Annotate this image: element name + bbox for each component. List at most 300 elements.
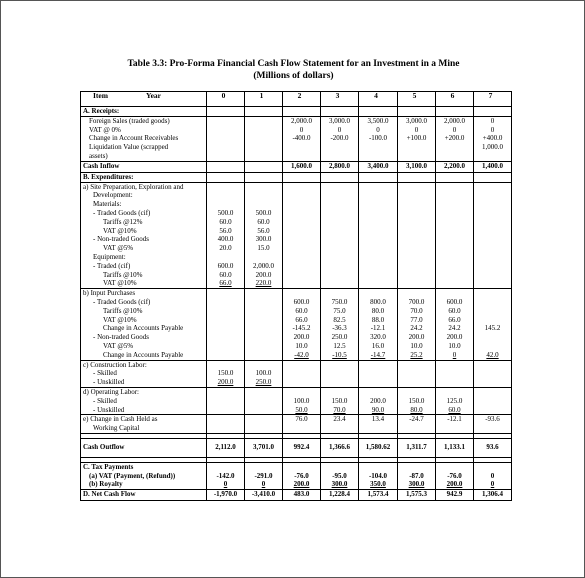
cash-inflow-y0 xyxy=(207,161,245,172)
cell-line: 1,575.3 xyxy=(406,490,427,499)
cash-outflow-row xyxy=(81,438,512,457)
cell-line: 60.0 xyxy=(448,306,461,315)
cell-line xyxy=(323,289,356,298)
cell-line: Materials: xyxy=(93,200,122,209)
cell-line: 220.0 xyxy=(255,279,272,288)
cell-line: 200.0 xyxy=(446,333,463,342)
cash-outflow-label: Cash Outflow xyxy=(81,438,207,457)
empty-cell xyxy=(474,107,512,117)
net-cash-flow-y2 xyxy=(283,490,321,501)
cell-line: -400.0 xyxy=(292,134,311,143)
cell-line: 3,000.0 xyxy=(406,116,427,125)
cell-line: 12.5 xyxy=(333,341,346,350)
net-cash-flow-y5 xyxy=(398,490,436,501)
cell-line xyxy=(285,361,318,370)
cell-line: 2,000.0 xyxy=(444,116,465,125)
header-year-1: 1 xyxy=(245,92,283,107)
cell-line xyxy=(323,463,356,472)
site-prep-y1 xyxy=(245,182,283,289)
cell-line xyxy=(323,388,356,397)
cell-line: -3,410.0 xyxy=(251,490,276,499)
header-item-year xyxy=(81,92,207,107)
construction-labor-labels xyxy=(81,360,207,387)
input-purchases-row xyxy=(81,289,512,360)
header-year-6: 6 xyxy=(436,92,474,107)
cell-line xyxy=(476,298,509,307)
receipts-row xyxy=(81,116,512,161)
cell-line xyxy=(476,463,509,472)
cell-line: (b) Royalty xyxy=(89,480,123,489)
table-body xyxy=(81,92,512,501)
input-purchases-y1 xyxy=(245,289,283,360)
cell-line: -24.7 xyxy=(409,415,424,424)
cell-line: 200.0 xyxy=(446,480,463,489)
header-item: Item xyxy=(93,91,108,100)
cell-line: 0 xyxy=(223,480,228,489)
cell-line: 350.0 xyxy=(370,480,386,489)
empty-cell xyxy=(359,172,398,182)
header-year-7: 7 xyxy=(474,92,512,107)
cell-line: 3,400.0 xyxy=(367,161,389,170)
cell-line xyxy=(209,361,242,370)
cell-line: -104.0 xyxy=(368,471,388,480)
cell-line: 0 xyxy=(490,471,495,480)
cell-line: 150.0 xyxy=(217,369,234,378)
site-prep-y6 xyxy=(436,182,474,289)
cell-line: 25.2 xyxy=(410,350,423,359)
cell-line: +400.0 xyxy=(482,134,503,143)
cell-line: 93.6 xyxy=(486,443,499,452)
cell-line xyxy=(247,200,280,209)
cell-line: 66.0 xyxy=(295,315,308,324)
input-purchases-y0 xyxy=(207,289,245,360)
empty-cell xyxy=(245,172,283,182)
cell-line: 70.0 xyxy=(333,405,346,414)
cash-held-y1 xyxy=(245,415,283,434)
cell-line xyxy=(476,361,509,370)
empty-cell xyxy=(321,107,359,117)
cell-line: VAT @5% xyxy=(103,341,134,350)
header-year-3: 3 xyxy=(321,92,359,107)
cell-line xyxy=(400,388,433,397)
receipts-y0 xyxy=(207,116,245,161)
cell-line: 90.0 xyxy=(371,405,385,414)
cell-line: 0 xyxy=(490,125,495,134)
cash-held-y0 xyxy=(207,415,245,434)
cell-line: - Unskilled xyxy=(93,405,125,414)
cell-line: - Non-traded Goods xyxy=(93,333,149,342)
cash-held-y3 xyxy=(321,415,359,434)
receipts-heading-row xyxy=(81,107,512,117)
cell-line: 75.0 xyxy=(333,306,346,315)
operating-labor-y1 xyxy=(245,387,283,414)
cell-line: 750.0 xyxy=(331,297,348,306)
cell-line: 50.0 xyxy=(295,405,308,414)
cell-line: -42.0 xyxy=(294,350,309,359)
cell-line: -291.0 xyxy=(254,471,273,480)
tax-y4 xyxy=(359,462,398,489)
cell-line: Change in Accounts Payable xyxy=(103,350,184,359)
cell-line: 77.0 xyxy=(410,315,423,324)
cell-line: -145.2 xyxy=(292,324,311,333)
cell-line: c) Construction Labor: xyxy=(83,360,147,369)
cell-line: 1,133.1 xyxy=(444,443,465,452)
cash-outflow-y7 xyxy=(474,438,512,457)
cell-line xyxy=(247,253,280,262)
cell-line: -12.1 xyxy=(370,324,386,333)
net-cash-flow-y3 xyxy=(321,490,359,501)
cell-line: 250.0 xyxy=(255,378,272,387)
cell-line xyxy=(361,388,395,397)
site-prep-y5 xyxy=(398,182,436,289)
operating-labor-y4 xyxy=(359,387,398,414)
cell-line: 3,500.0 xyxy=(367,116,389,125)
cell-line xyxy=(209,117,242,126)
cell-line xyxy=(247,117,280,126)
cell-line: 200.0 xyxy=(370,396,386,405)
cash-held-y2 xyxy=(283,415,321,434)
cell-line: 13.4 xyxy=(371,415,385,424)
cell-line xyxy=(247,183,280,192)
cell-line xyxy=(247,162,280,171)
cell-line xyxy=(476,183,509,192)
cell-line xyxy=(209,388,242,397)
cell-line: 0 xyxy=(490,480,495,489)
cell-line: a) Site Preparation, Exploration and xyxy=(83,182,184,191)
cell-line: 60.0 xyxy=(219,217,232,226)
receipts-labels xyxy=(81,116,207,161)
tax-y6 xyxy=(436,462,474,489)
net-cash-flow-label: D. Net Cash Flow xyxy=(81,490,207,501)
cell-line: -95.0 xyxy=(332,471,347,480)
cash-inflow-label: Cash Inflow xyxy=(81,161,207,172)
cell-line: d) Operating Labor: xyxy=(83,387,139,396)
cell-line: Tariffs @10% xyxy=(103,270,143,279)
cash-inflow-row xyxy=(81,161,512,172)
header-year-0: 0 xyxy=(207,92,245,107)
cell-line xyxy=(323,361,356,370)
cell-line: 60.0 xyxy=(219,270,232,279)
input-purchases-y2 xyxy=(283,289,321,360)
construction-labor-y7 xyxy=(474,360,512,387)
cell-line: Working Capital xyxy=(93,424,140,433)
cell-line: 300.0 xyxy=(408,480,425,489)
input-purchases-y5 xyxy=(398,289,436,360)
cash-held-y4 xyxy=(359,415,398,434)
cell-line: 145.2 xyxy=(484,324,501,333)
cell-line: 200.0 xyxy=(408,333,425,342)
empty-cell xyxy=(359,107,398,117)
construction-labor-y3 xyxy=(321,360,359,387)
empty-cell xyxy=(398,107,436,117)
cell-line xyxy=(476,342,509,351)
cell-line: 600.0 xyxy=(293,297,310,306)
cell-line: VAT @5% xyxy=(103,244,134,253)
cell-line xyxy=(285,183,318,192)
cell-line: 0 xyxy=(490,116,495,125)
receipts-y2 xyxy=(283,116,321,161)
cell-line: - Traded Goods (cif) xyxy=(93,297,151,306)
cell-line: 1,580.62 xyxy=(365,443,391,452)
cell-line: 42.0 xyxy=(486,350,499,359)
cell-line: 60.0 xyxy=(448,405,461,414)
cell-line xyxy=(400,361,433,370)
tax-y5 xyxy=(398,462,436,489)
cell-line: 150.0 xyxy=(408,396,425,405)
cell-line xyxy=(209,289,242,298)
cell-line: VAT @10% xyxy=(103,315,137,324)
cell-line: 56.0 xyxy=(257,226,270,235)
cell-line xyxy=(209,191,242,200)
cell-line: - Skilled xyxy=(93,369,117,378)
cell-line: VAT @ 0% xyxy=(89,125,121,134)
site-prep-labels xyxy=(81,182,207,289)
cell-line: +200.0 xyxy=(444,134,465,143)
cell-line: 15.0 xyxy=(257,244,270,253)
cell-line: 60.0 xyxy=(295,306,308,315)
operating-labor-y3 xyxy=(321,387,359,414)
empty-cell xyxy=(207,107,245,117)
cell-line: Liquidation Value (scrapped xyxy=(89,143,169,152)
cash-outflow-y2 xyxy=(283,438,321,457)
header-row xyxy=(81,92,512,107)
empty-cell xyxy=(321,172,359,182)
cell-line: 200.0 xyxy=(217,378,234,387)
cell-line: 992.4 xyxy=(293,443,310,452)
cell-line xyxy=(361,183,395,192)
cash-outflow-y6 xyxy=(436,438,474,457)
header-year: Year xyxy=(146,91,161,100)
cell-line: 66.0 xyxy=(219,279,232,288)
cell-line: Change in Account Receivables xyxy=(89,134,179,143)
cell-line: -93.6 xyxy=(485,415,500,424)
operating-labor-labels xyxy=(81,387,207,414)
cell-line: 2,800.0 xyxy=(329,161,350,170)
operating-labor-y2 xyxy=(283,387,321,414)
receipts-y5 xyxy=(398,116,436,161)
empty-cell xyxy=(283,172,321,182)
cell-line: Foreign Sales (traded goods) xyxy=(89,116,170,125)
cash-inflow-y6 xyxy=(436,161,474,172)
site-prep-y3 xyxy=(321,182,359,289)
operating-labor-row xyxy=(81,387,512,414)
tax-row xyxy=(81,462,512,489)
receipts-y1 xyxy=(245,116,283,161)
operating-labor-y5 xyxy=(398,387,436,414)
cell-line: 200.0 xyxy=(293,480,310,489)
cell-line: 320.0 xyxy=(370,333,386,342)
cell-line: 0 xyxy=(452,125,457,134)
cell-line: +100.0 xyxy=(406,134,427,143)
empty-cell xyxy=(283,107,321,117)
cell-line: 500.0 xyxy=(217,208,234,217)
cell-line: -142.0 xyxy=(216,471,235,480)
cell-line: 300.0 xyxy=(331,480,348,489)
tax-y7 xyxy=(474,462,512,489)
cell-line xyxy=(247,415,280,424)
tax-y3 xyxy=(321,462,359,489)
cell-line xyxy=(285,463,318,472)
empty-cell xyxy=(436,107,474,117)
cash-inflow-y4 xyxy=(359,161,398,172)
cash-inflow-y7 xyxy=(474,161,512,172)
header-year-5: 5 xyxy=(398,92,436,107)
header-year-2: 2 xyxy=(283,92,321,107)
cell-line: 700.0 xyxy=(408,297,425,306)
net-cash-flow-y7 xyxy=(474,490,512,501)
cell-line xyxy=(247,463,280,472)
cell-line: -36.3 xyxy=(332,324,347,333)
construction-labor-y0 xyxy=(207,360,245,387)
cell-line: b) Input Purchases xyxy=(83,289,136,298)
cell-line: 88.0 xyxy=(371,315,385,324)
cell-line xyxy=(209,253,242,262)
cell-line: -14.7 xyxy=(370,350,386,359)
title-line-1: Table 3.3: Pro-Forma Financial Cash Flow Statement for an Investment in a Mine xyxy=(127,59,460,69)
cell-line xyxy=(247,289,280,298)
receipts-heading: A. Receipts: xyxy=(81,107,207,117)
cell-line xyxy=(209,162,242,171)
cell-line: 300.0 xyxy=(255,235,272,244)
table-title xyxy=(1,59,585,82)
title-line-2: (Millions of dollars) xyxy=(253,70,334,81)
cell-line: - Skilled xyxy=(93,396,117,405)
cell-line: 24.2 xyxy=(410,324,423,333)
receipts-y4 xyxy=(359,116,398,161)
cash-inflow-y2 xyxy=(283,161,321,172)
cell-line: Development: xyxy=(93,191,133,200)
cell-line: 0 xyxy=(376,125,380,134)
input-purchases-labels xyxy=(81,289,207,360)
cell-line: 0 xyxy=(261,480,266,489)
cash-held-row xyxy=(81,415,512,434)
operating-labor-y6 xyxy=(436,387,474,414)
cell-line: 200.0 xyxy=(255,270,272,279)
cell-line xyxy=(438,361,471,370)
cell-line: 76.0 xyxy=(295,415,308,424)
cash-inflow-y5 xyxy=(398,161,436,172)
cell-line: 80.0 xyxy=(410,405,423,414)
tax-labels xyxy=(81,462,207,489)
cell-line: - Non-traded Goods xyxy=(93,235,149,244)
cell-line: 1,228.4 xyxy=(329,490,350,499)
cash-held-labels xyxy=(81,415,207,434)
cash-outflow-y3 xyxy=(321,438,359,457)
cell-line xyxy=(476,289,509,298)
cell-line: 82.5 xyxy=(333,315,346,324)
cell-line: 1,366.6 xyxy=(329,443,350,452)
operating-labor-y7 xyxy=(474,387,512,414)
cell-line: 10.0 xyxy=(295,341,308,350)
site-prep-y7 xyxy=(474,182,512,289)
receipts-y3 xyxy=(321,116,359,161)
cell-line xyxy=(361,289,395,298)
cell-line: -76.0 xyxy=(294,471,309,480)
input-purchases-y7 xyxy=(474,289,512,360)
operating-labor-y0 xyxy=(207,387,245,414)
input-purchases-y3 xyxy=(321,289,359,360)
cell-line: 10.0 xyxy=(410,341,423,350)
cell-line: 2,000.0 xyxy=(253,261,274,270)
cell-line: 20.0 xyxy=(219,244,232,253)
cell-line: 600.0 xyxy=(446,297,463,306)
empty-cell xyxy=(474,172,512,182)
empty-cell xyxy=(207,172,245,182)
cell-line: assets) xyxy=(89,151,108,160)
cell-line: 0 xyxy=(452,350,457,359)
cash-held-y6 xyxy=(436,415,474,434)
cell-line: 1,000.0 xyxy=(482,143,503,152)
construction-labor-y5 xyxy=(398,360,436,387)
cell-line xyxy=(247,388,280,397)
cell-line: 3,100.0 xyxy=(406,161,427,170)
cell-line: 800.0 xyxy=(370,297,386,306)
tax-y0 xyxy=(207,462,245,489)
cell-line: Tariffs @10% xyxy=(103,306,143,315)
cell-line: 23.4 xyxy=(333,415,346,424)
cell-line: Change in Accounts Payable xyxy=(103,324,184,333)
cell-line: 0 xyxy=(337,125,342,134)
construction-labor-row xyxy=(81,360,512,387)
cell-line: 0 xyxy=(414,125,419,134)
cell-line: 60.0 xyxy=(257,217,270,226)
cash-flow-table xyxy=(80,91,512,501)
cell-line xyxy=(285,388,318,397)
cell-line: 3,701.0 xyxy=(253,443,274,452)
cash-outflow-y4 xyxy=(359,438,398,457)
cell-line xyxy=(323,183,356,192)
cell-line: Equipment: xyxy=(93,252,126,261)
cell-line: - Traded Goods (cif) xyxy=(93,208,151,217)
site-prep-row xyxy=(81,182,512,289)
cell-line: 3,000.0 xyxy=(329,116,350,125)
net-cash-flow-y6 xyxy=(436,490,474,501)
cell-line: e) Change in Cash Held as xyxy=(83,415,158,424)
cell-line xyxy=(400,463,433,472)
cell-line: 600.0 xyxy=(217,261,234,270)
cell-line: 150.0 xyxy=(331,396,348,405)
cell-line: 0 xyxy=(299,125,304,134)
cell-line: Tariffs @12% xyxy=(103,217,143,226)
cell-line: -100.0 xyxy=(368,134,388,143)
net-cash-flow-row xyxy=(81,490,512,501)
cell-line xyxy=(476,316,509,325)
cell-line: 2,000.0 xyxy=(291,116,312,125)
cell-line xyxy=(400,183,433,192)
cell-line: 400.0 xyxy=(217,235,234,244)
cell-line xyxy=(476,388,509,397)
construction-labor-y4 xyxy=(359,360,398,387)
cell-line: 500.0 xyxy=(255,208,272,217)
cell-line: VAT @10% xyxy=(103,226,137,235)
expenditures-heading-row xyxy=(81,172,512,182)
cell-line xyxy=(285,289,318,298)
cell-line: 100.0 xyxy=(255,369,272,378)
cell-line: 483.0 xyxy=(293,490,310,499)
cash-held-y7 xyxy=(474,415,512,434)
cell-line: -10.5 xyxy=(332,350,347,359)
cell-line xyxy=(209,463,242,472)
tax-y2 xyxy=(283,462,321,489)
receipts-y6 xyxy=(436,116,474,161)
cell-line: -76.0 xyxy=(447,471,462,480)
cash-held-y5 xyxy=(398,415,436,434)
cash-outflow-y1 xyxy=(245,438,283,457)
cell-line xyxy=(438,388,471,397)
site-prep-y2 xyxy=(283,182,321,289)
construction-labor-y2 xyxy=(283,360,321,387)
cell-line: (a) VAT (Payment, (Refund)) xyxy=(89,471,176,480)
